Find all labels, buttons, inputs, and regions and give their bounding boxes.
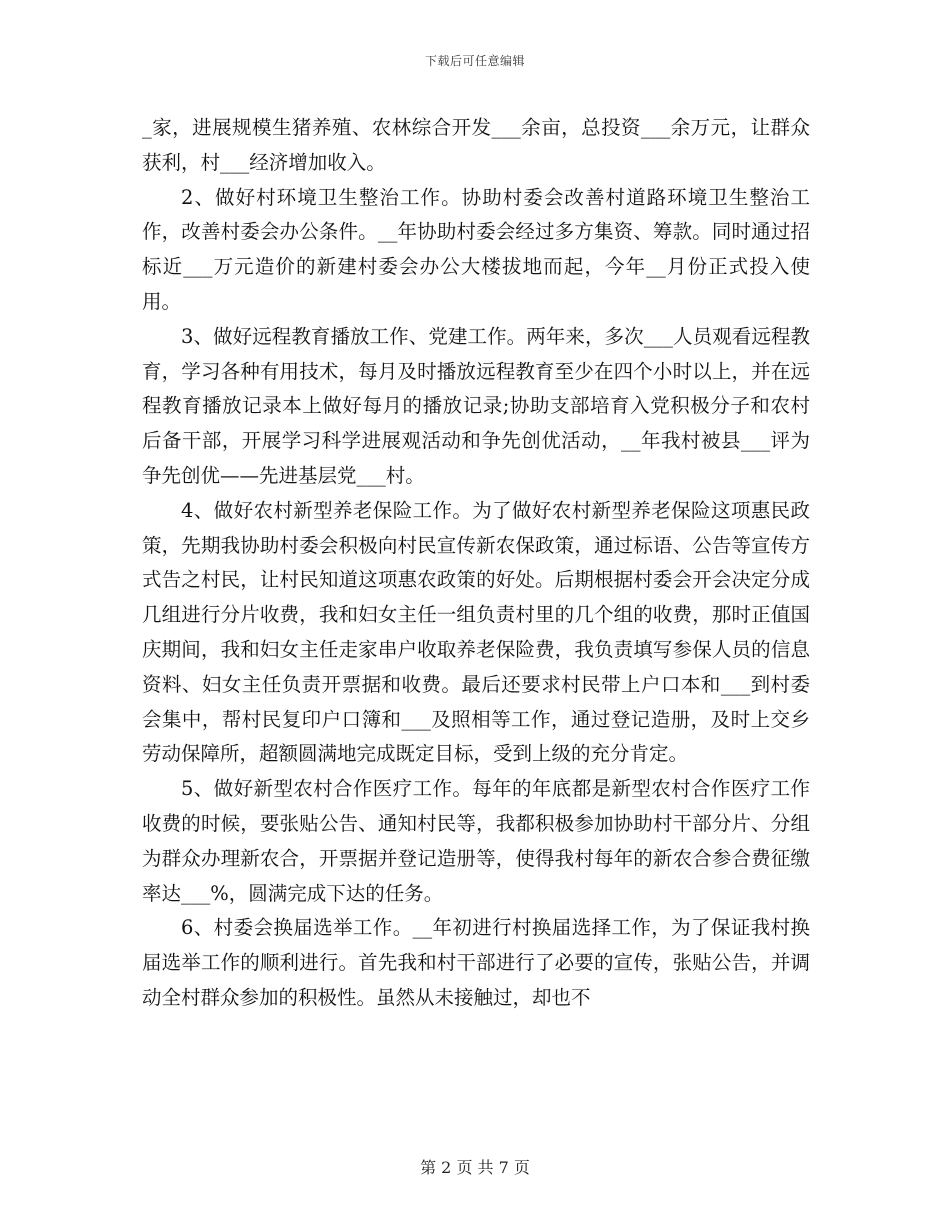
paragraph-item-5: 5、做好新型农村合作医疗工作。每年的年底都是新型农村合作医疗工作收费的时候，要张贴公告、通知村民等，我都积极参加协助村干部分片、分组为群众办理新农合，开票据并登记造册等，使得我村每年的新农合参合费征缴率达___%，圆满完成下达的任务。: [142, 777, 810, 905]
paragraph-item-4: 4、做好农村新型养老保险工作。为了做好农村新型养老保险这项惠民政策，先期我协助村委会积极向村民宣传新农保政策，通过标语、公告等宣传方式告之村民，让村民知道这项惠农政策的好处。后期根据村委会开会决定分成几组进行分片收费，我和妇女主任一组负责村里的几个组的收费，那时正值国庆期间，我和妇女主任走家串户收取养老保险费，我负责填写参保人员的信息资料、妇女主任负责开票据和收费。最后还要求村民带上户口本和___到村委会集中，帮村民复印户口簿和___及照相等工作，通过登记造册，及时上交乡劳动保障所，超额圆满地完成既定目标，受到上级的充分肯定。: [142, 498, 810, 766]
page-number: 第 2 页 共 7 页: [420, 1158, 530, 1177]
paragraph-item-2: 2、做好村环境卫生整治工作。协助村委会改善村道路环境卫生整治工作，改善村委会办公条件。__年协助村委会经过多方集资、筹款。同时通过招标近___万元造价的新建村委会办公大楼拔地而起，今年__月份正式投入使用。: [142, 185, 810, 313]
document-body: [142, 111, 810, 1016]
paragraph-continuation: _家，进展规模生猪养殖、农林综合开发___余亩，总投资___余万元，让群众获利，村___经济增加收入。: [142, 116, 810, 174]
page-header: 下载后可任意编辑: [424, 54, 525, 68]
paragraph-item-3: 3、做好远程教育播放工作、党建工作。两年来，多次___人员观看远程教育，学习各种有用技术，每月及时播放远程教育至少在四个小时以上，并在远程教育播放记录本上做好每月的播放记录;协助支部培育入党积极分子和农村后备干部，开展学习科学进展观活动和争先创优活动，__年我村被县___评为争先创优——先进基层党___村。: [142, 324, 810, 487]
paragraph-item-6: 6、村委会换届选举工作。__年初进行村换届选择工作，为了保证我村换届选举工作的顺利进行。首先我和村干部进行了必要的宣传，张贴公告，并调动全村群众参加的积极性。虽然从未接触过，却也不: [142, 916, 810, 1009]
